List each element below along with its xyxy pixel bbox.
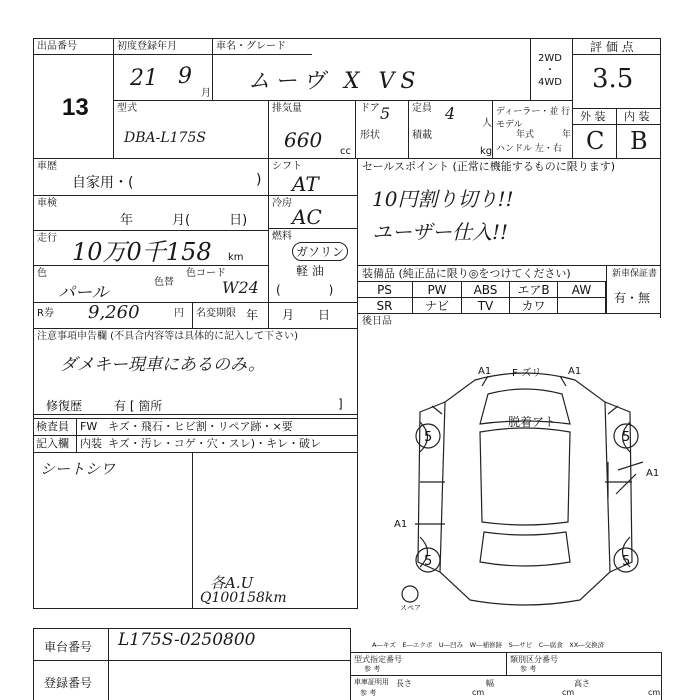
first-reg-month: 9 (178, 64, 192, 89)
equipment-item: PW (413, 281, 462, 297)
side-right-a1: A1 (646, 468, 660, 479)
interior-grade: B (630, 127, 648, 155)
capacity-value: 4 (445, 104, 456, 123)
front-left-a1: A1 (478, 366, 492, 377)
equipment-item: PS (357, 281, 413, 297)
mileage-label: 走行 (37, 233, 57, 244)
height-label: 高さ (574, 679, 590, 688)
tire-fr: 5 (622, 430, 631, 445)
inspector-row1-items: キズ・飛石・ヒビ割・リペア跡・×要 (108, 420, 293, 433)
history-close: ) (256, 172, 262, 188)
fuel-gasoline: ガソリン (292, 242, 348, 261)
handle-label: ハンドル 左・右 (496, 144, 562, 154)
cert-ref: 参 考 (360, 689, 377, 697)
fuel-label: 燃料 (272, 231, 292, 242)
doors-label: ドア (360, 103, 380, 114)
exterior-label: 外 装 (580, 110, 606, 123)
equipment-label: 装備品 (純正品に限り◎をつけてください) (362, 267, 571, 280)
sales-line1: 10円割り切り!! (372, 187, 514, 211)
equipment-item: TV (462, 297, 510, 313)
notes-text: ダメキー現車にあるのみ。 (60, 355, 266, 375)
tire-fl: 5 (424, 430, 433, 445)
type-approval-label: 型式指定番号 (354, 655, 402, 664)
drive-dot: ・ (545, 65, 555, 76)
remark-mileage: Q100158km (200, 590, 287, 606)
equipment-empty-cell (558, 297, 606, 313)
ac-label: 冷房 (272, 198, 292, 209)
drive-2wd: 2WD (538, 53, 562, 64)
mileage-value: 10万0千158 (72, 238, 212, 266)
score-label: 評 価 点 (590, 40, 634, 54)
inspector-label2: 記入欄 (36, 437, 69, 450)
inspector-row2-label: 内装 (80, 437, 102, 450)
load-label: 積載 (412, 130, 432, 141)
name-change-label: 名変期限 (196, 308, 236, 319)
type-approval-ref: 参 考 (364, 665, 381, 673)
name-change-value: 年 月 日 (246, 308, 331, 322)
interior-label: 内 装 (624, 110, 650, 123)
category-label: 類別区分番号 (510, 655, 558, 664)
recycle-label: R券 (37, 308, 54, 319)
shape-label: 形状 (360, 130, 380, 141)
equipment-item: SR (357, 297, 413, 313)
repair-value: 有 [ 箇所 (114, 399, 163, 413)
length-unit: cm (472, 688, 485, 697)
type-value: DBA-L175S (124, 130, 206, 146)
repair-close: ] (338, 397, 343, 411)
equipment-item: ナビ (413, 297, 462, 313)
remark-au: 各A.U (210, 574, 254, 592)
equipment-item: エアB (510, 281, 558, 297)
inspection-label: 車検 (37, 198, 57, 209)
capacity-label: 定員 (412, 103, 432, 114)
capacity-unit: 人 (482, 118, 492, 129)
warranty-label: 新車保証書 (612, 269, 658, 279)
chassis-label: 車台番号 (44, 640, 93, 654)
model-label: 車名・グレード (216, 41, 286, 52)
model-year-label: モデル (496, 120, 523, 130)
history-value: 自家用・( (72, 175, 134, 191)
exterior-grade: C (586, 127, 605, 155)
month-unit: 月 (201, 88, 211, 99)
cc-unit: cc (340, 146, 351, 157)
tire-rl: 5 (424, 554, 433, 569)
type-label: 型式 (117, 103, 137, 114)
cc-value: 660 (284, 128, 323, 152)
cert-label: 車庫証明用 (354, 678, 389, 686)
aftermarket-label: 後日品 (362, 316, 392, 327)
sales-line2: ユーザー仕入!! (372, 220, 509, 244)
warranty-value: 有・無 (614, 291, 651, 305)
repair-label: 修復歴 (46, 399, 83, 413)
damage-diagram (380, 362, 670, 612)
category-ref: 参 考 (520, 665, 537, 673)
width-unit: cm (562, 688, 575, 697)
recycle-unit: 円 (174, 308, 184, 319)
drive-4wd: 4WD (538, 77, 562, 88)
side-left-a1: A1 (394, 519, 408, 530)
remark-seat: シートシワ (40, 460, 116, 478)
load-unit: kg (480, 146, 493, 157)
width-label: 幅 (486, 679, 494, 688)
inspection-value: 年 月( 日) (120, 213, 248, 228)
fuel-diesel: 軽 油 (296, 264, 324, 278)
color-code-label: 色コード (186, 268, 226, 279)
inspector-row1-label: FW (80, 420, 98, 433)
lot-number: 13 (62, 94, 89, 121)
inspector-row2-items: キズ・汚レ・コゲ・穴・スレ)・キレ・破レ (108, 437, 321, 450)
windshield-note: F-ズリ (512, 368, 542, 379)
shift-value: AT (292, 172, 319, 196)
model-value: ムーヴ X VS (248, 69, 422, 94)
recycle-value: 9,260 (88, 302, 140, 323)
equipment-item: カワ (510, 297, 558, 313)
score-value: 3.5 (592, 64, 634, 94)
lot-label: 出品番号 (37, 41, 77, 52)
fuel-paren: ( ) (276, 283, 334, 297)
history-label: 車歴 (37, 161, 57, 172)
notes-label: 注意事項申告欄 (不具合内容等は具体的に記入して下さい) (37, 331, 298, 342)
spare-label: スペア (400, 604, 421, 612)
color-change-label: 色替 (154, 277, 174, 288)
length-label: 長さ (396, 679, 412, 688)
sales-label: セールスポイント (正常に機能するものに限ります) (362, 160, 616, 173)
interior-note: 脱着アト (508, 415, 557, 429)
height-unit: cm (648, 688, 661, 697)
chassis-value: L175S-0250800 (118, 630, 256, 650)
color-value: パール (58, 283, 109, 303)
tire-rr: 5 (622, 554, 631, 569)
first-reg-label: 初度登録年月 (117, 41, 177, 52)
color-label: 色 (37, 268, 47, 279)
doors-value: 5 (380, 104, 391, 123)
inspector-label1: 検査員 (36, 420, 69, 433)
mileage-unit: km (228, 252, 244, 263)
cc-label: 排気量 (272, 103, 302, 114)
equipment-item: ABS (462, 281, 510, 297)
shift-label: シフト (272, 161, 302, 172)
legend: A―キズ E―エクボ U―凹み W―補修跡 S―サビ C―腐食 XX―交換済 (372, 641, 605, 649)
equipment-item: AW (558, 281, 606, 297)
year-unit: 年 (562, 130, 572, 140)
front-right-a1: A1 (568, 366, 582, 377)
dealer-label: ディーラー・並 行 (496, 107, 571, 117)
first-reg-year: 21 (130, 66, 158, 91)
reg-label: 登録番号 (44, 676, 93, 690)
color-code-value: W24 (222, 278, 259, 297)
ac-value: AC (292, 205, 322, 229)
year-label: 年式 (516, 130, 535, 140)
